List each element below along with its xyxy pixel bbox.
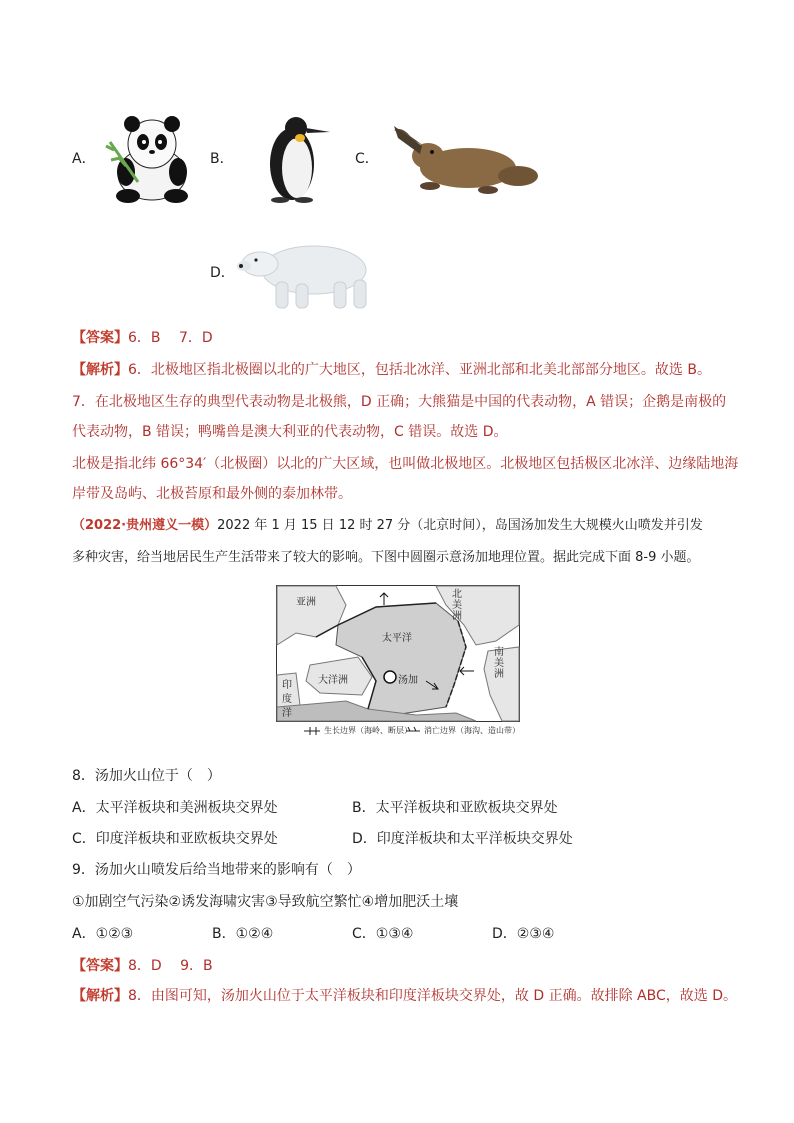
q9-items: ①加剧空气污染②诱发海啸灾害③导致航空繁忙④增加肥沃土壤 — [72, 894, 459, 910]
q9-option-c: C．①③④ — [352, 926, 414, 942]
answer-tag: 【答案】 — [72, 330, 128, 346]
penguin-icon — [252, 112, 334, 204]
map-label-asia: 亚洲 — [296, 597, 316, 608]
intro-line-2: 多种灾害，给当地居民生产生活带来了较大的影响。下图中圆圈示意汤加地理位置。据此完成下面 8-9 小题。 — [72, 550, 700, 565]
map-label-north-america: 北美洲 — [452, 589, 462, 622]
option-b-label: B． — [210, 151, 234, 167]
tonga-plate-map — [276, 585, 520, 737]
option-d-label: D． — [210, 265, 235, 281]
legend-growth-boundary: 生长边界（海岭、断层） — [324, 726, 412, 735]
analysis-text-2: 8．由图可知，汤加火山位于太平洋板块和印度洋板块交界处，故 D 正确。故排除 ABC，故选 D。 — [128, 988, 737, 1004]
intro-line-1 — [72, 516, 703, 536]
q9-stem: 9．汤加火山喷发后给当地带来的影响有（ ） — [72, 862, 361, 878]
map-label-south-america: 南美洲 — [494, 647, 504, 680]
polar-bear-icon — [236, 236, 381, 314]
q8-option-b: B．太平洋板块和亚欧板块交界处 — [352, 800, 558, 816]
panda-icon — [100, 112, 205, 204]
analysis-line-2: 7．在北极地区生存的典型代表动物是北极熊，D 正确；大熊猫是中国的代表动物，A 错误；企鹅是南极的 — [72, 394, 727, 410]
q8-option-d: D．印度洋板块和太平洋板块交界处 — [352, 831, 573, 847]
answer-line-2 — [72, 956, 213, 976]
analysis-line-3: 代表动物，B 错误；鸭嘴兽是澳大利亚的代表动物，C 错误。故选 D。 — [72, 424, 508, 440]
analysis-line-4: 北极是指北纬 66°34′（北极圈）以北的广大区域，也叫做北极地区。北极地区包括极区北冰洋、边缘陆地海 — [72, 456, 739, 472]
map-label-pacific: 太平洋 — [382, 633, 412, 644]
analysis-text: 6．北极地区指北极圈以北的广大地区，包括北冰洋、亚洲北部和北美北部部分地区。故选 B。 — [128, 362, 711, 378]
map-label-indian-ocean: 印度洋 — [282, 680, 292, 719]
answer-tag-2: 【答案】 — [72, 958, 128, 974]
source-tag: （2022·贵州遵义一模） — [72, 518, 218, 533]
platypus-icon — [390, 120, 540, 205]
q8-option-a: A．太平洋板块和美洲板块交界处 — [72, 800, 278, 816]
option-a-label: A． — [72, 151, 96, 167]
q8-stem: 8．汤加火山位于（ ） — [72, 768, 221, 784]
intro-text-1: 2022 年 1 月 15 日 12 时 27 分（北京时间），岛国汤加发生大规模火山喷发并引发 — [217, 518, 703, 533]
analysis-line-5: 岸带及岛屿、北极苔原和最外侧的泰加林带。 — [72, 486, 352, 502]
map-label-tonga: 汤加 — [398, 675, 418, 686]
answer-text: 6．B 7．D — [128, 330, 213, 346]
map-label-oceania: 大洋洲 — [318, 675, 348, 686]
q9-option-a: A．①②③ — [72, 926, 134, 942]
analysis-tag: 【解析】 — [72, 362, 128, 378]
option-c-label: C． — [355, 151, 379, 167]
answer-text-2: 8．D 9．B — [128, 958, 213, 974]
analysis-tag-2: 【解析】 — [72, 988, 128, 1004]
q9-option-b: B．①②④ — [212, 926, 274, 942]
analysis-line-1 — [72, 360, 711, 380]
answer-line-1 — [72, 328, 213, 348]
q8-option-c: C．印度洋板块和亚欧板块交界处 — [72, 831, 278, 847]
legend-subduction-boundary: 消亡边界（海沟、造山带） — [424, 726, 520, 735]
analysis-2-line — [72, 986, 737, 1006]
q9-option-d: D．②③④ — [492, 926, 555, 942]
